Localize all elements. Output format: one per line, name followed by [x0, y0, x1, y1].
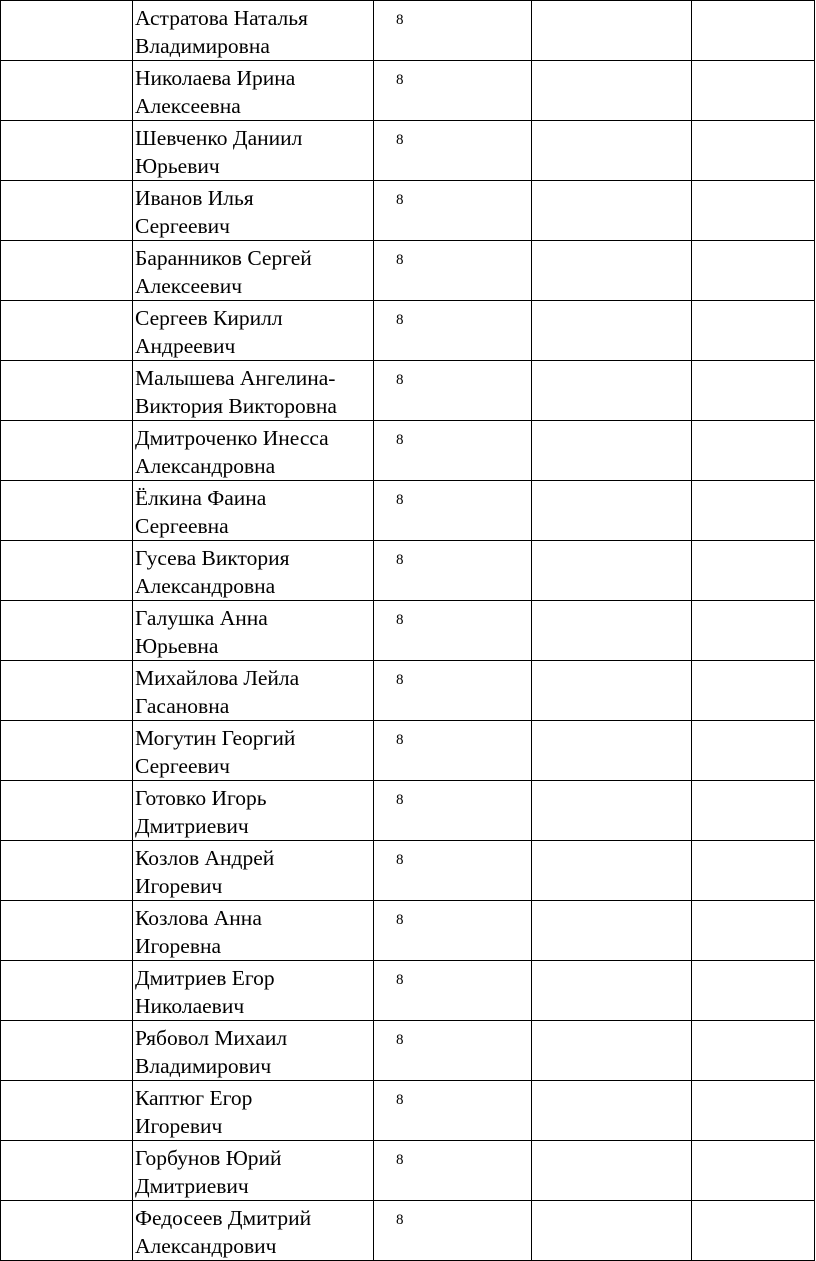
student-patronymic: Алексеевна: [135, 94, 241, 118]
student-name-cell: [133, 1201, 374, 1261]
student-surname-given-name: Дмитриев Егор: [135, 966, 275, 990]
empty-cell: [692, 961, 815, 1021]
student-surname-given-name: Могутин Георгий: [135, 726, 296, 750]
number-cell: [1, 841, 133, 901]
empty-cell: [692, 781, 815, 841]
empty-cell: [532, 661, 692, 721]
student-name-cell: [133, 241, 374, 301]
student-name-cell: [133, 1021, 374, 1081]
empty-cell: [532, 121, 692, 181]
student-patronymic: Дмитриевич: [135, 1174, 249, 1198]
student-name-cell: [133, 721, 374, 781]
number-cell: [1, 781, 133, 841]
number-cell: [1, 181, 133, 241]
table-row: [1, 721, 815, 781]
student-name-cell: [133, 361, 374, 421]
table-row: [1, 661, 815, 721]
table-row: [1, 541, 815, 601]
student-surname-given-name: Дмитроченко Инесса: [135, 426, 329, 450]
empty-cell: [692, 1021, 815, 1081]
grade-cell: 8: [374, 781, 532, 841]
student-surname-given-name: Малышева Ангелина-: [135, 366, 336, 390]
student-patronymic: Игоревич: [135, 874, 223, 898]
student-surname-given-name: Астратова Наталья: [135, 6, 308, 30]
table-row: [1, 421, 815, 481]
grade-cell: 8: [374, 1141, 532, 1201]
empty-cell: [532, 841, 692, 901]
table-row: [1, 301, 815, 361]
table-row: [1, 961, 815, 1021]
empty-cell: [532, 1, 692, 61]
empty-cell: [692, 661, 815, 721]
grade-cell: 8: [374, 121, 532, 181]
table-row: [1, 1141, 815, 1201]
student-patronymic: Игоревна: [135, 934, 222, 958]
empty-cell: [532, 781, 692, 841]
empty-cell: [692, 301, 815, 361]
empty-cell: [692, 541, 815, 601]
empty-cell: [692, 901, 815, 961]
number-cell: [1, 1201, 133, 1261]
empty-cell: [692, 61, 815, 121]
student-name-cell: [133, 781, 374, 841]
table-row: [1, 1, 815, 61]
student-patronymic: Александровна: [135, 574, 276, 598]
empty-cell: [532, 1141, 692, 1201]
empty-cell: [692, 421, 815, 481]
table-row: [1, 481, 815, 541]
table-row: [1, 121, 815, 181]
empty-cell: [692, 1201, 815, 1261]
grade-cell: 8: [374, 241, 532, 301]
empty-cell: [532, 1201, 692, 1261]
grade-cell: 8: [374, 1201, 532, 1261]
student-surname-given-name: Михайлова Лейла: [135, 666, 300, 690]
empty-cell: [692, 1, 815, 61]
student-name-cell: [133, 541, 374, 601]
grade-cell: 8: [374, 1021, 532, 1081]
grade-cell: 8: [374, 361, 532, 421]
empty-cell: [532, 901, 692, 961]
grade-cell: 8: [374, 1, 532, 61]
number-cell: [1, 301, 133, 361]
number-cell: [1, 361, 133, 421]
number-cell: [1, 661, 133, 721]
empty-cell: [532, 541, 692, 601]
number-cell: [1, 721, 133, 781]
student-patronymic: Виктория Викторовна: [135, 394, 337, 418]
number-cell: [1, 421, 133, 481]
student-name-cell: [133, 421, 374, 481]
number-cell: [1, 1081, 133, 1141]
empty-cell: [532, 61, 692, 121]
student-patronymic: Дмитриевич: [135, 814, 249, 838]
number-cell: [1, 901, 133, 961]
grade-cell: 8: [374, 961, 532, 1021]
student-name-cell: [133, 61, 374, 121]
student-patronymic: Алексеевич: [135, 274, 243, 298]
number-cell: [1, 601, 133, 661]
empty-cell: [692, 361, 815, 421]
student-name-cell: [133, 1141, 374, 1201]
empty-cell: [532, 1021, 692, 1081]
grade-cell: 8: [374, 1081, 532, 1141]
student-name-cell: [133, 901, 374, 961]
student-surname-given-name: Федосеев Дмитрий: [135, 1206, 312, 1230]
student-surname-given-name: Козлов Андрей: [135, 846, 275, 870]
student-surname-given-name: Николаева Ирина: [135, 66, 296, 90]
student-surname-given-name: Ёлкина Фаина: [135, 486, 267, 510]
table-row: [1, 361, 815, 421]
student-patronymic: Сергеевич: [135, 754, 230, 778]
student-surname-given-name: Рябовол Михаил: [135, 1026, 288, 1050]
grade-cell: 8: [374, 61, 532, 121]
grade-cell: 8: [374, 481, 532, 541]
student-patronymic: Игоревич: [135, 1114, 223, 1138]
table-row: [1, 1081, 815, 1141]
student-surname-given-name: Сергеев Кирилл: [135, 306, 283, 330]
number-cell: [1, 241, 133, 301]
number-cell: [1, 541, 133, 601]
student-surname-given-name: Баранников Сергей: [135, 246, 312, 270]
table-row: [1, 841, 815, 901]
empty-cell: [532, 1081, 692, 1141]
student-name-cell: [133, 301, 374, 361]
student-patronymic: Александрович: [135, 1234, 277, 1258]
student-patronymic: Сергеевна: [135, 514, 229, 538]
grade-cell: 8: [374, 181, 532, 241]
empty-cell: [692, 1141, 815, 1201]
grade-cell: 8: [374, 841, 532, 901]
empty-cell: [692, 241, 815, 301]
grade-cell: 8: [374, 661, 532, 721]
student-surname-given-name: Козлова Анна: [135, 906, 262, 930]
student-name-cell: [133, 121, 374, 181]
number-cell: [1, 1141, 133, 1201]
student-patronymic: Гасановна: [135, 694, 230, 718]
table-row: [1, 901, 815, 961]
student-name-cell: [133, 181, 374, 241]
student-name-cell: [133, 601, 374, 661]
grade-cell: 8: [374, 301, 532, 361]
table-row: [1, 241, 815, 301]
number-cell: [1, 961, 133, 1021]
student-name-cell: [133, 661, 374, 721]
table-row: [1, 1201, 815, 1261]
empty-cell: [532, 181, 692, 241]
student-patronymic: Юрьевна: [135, 634, 219, 658]
empty-cell: [692, 181, 815, 241]
table-row: [1, 781, 815, 841]
empty-cell: [692, 121, 815, 181]
grade-cell: 8: [374, 601, 532, 661]
student-surname-given-name: Каптюг Егор: [135, 1086, 253, 1110]
student-surname-given-name: Готовко Игорь: [135, 786, 267, 810]
empty-cell: [532, 361, 692, 421]
number-cell: [1, 1, 133, 61]
student-patronymic: Владимировна: [135, 34, 270, 58]
number-cell: [1, 481, 133, 541]
number-cell: [1, 61, 133, 121]
empty-cell: [532, 421, 692, 481]
student-patronymic: Владимирович: [135, 1054, 272, 1078]
number-cell: [1, 1021, 133, 1081]
empty-cell: [692, 1081, 815, 1141]
empty-cell: [692, 841, 815, 901]
student-surname-given-name: Горбунов Юрий: [135, 1146, 282, 1170]
student-surname-given-name: Галушка Анна: [135, 606, 268, 630]
student-name-cell: [133, 961, 374, 1021]
empty-cell: [532, 961, 692, 1021]
student-name-cell: [133, 1081, 374, 1141]
student-name-cell: [133, 1, 374, 61]
student-patronymic: Юрьевич: [135, 154, 220, 178]
student-name-cell: [133, 481, 374, 541]
empty-cell: [692, 601, 815, 661]
table-row: [1, 1021, 815, 1081]
empty-cell: [532, 481, 692, 541]
empty-cell: [532, 301, 692, 361]
student-surname-given-name: Иванов Илья: [135, 186, 254, 210]
number-cell: [1, 121, 133, 181]
student-surname-given-name: Гусева Виктория: [135, 546, 290, 570]
student-patronymic: Александровна: [135, 454, 276, 478]
grade-cell: 8: [374, 901, 532, 961]
empty-cell: [532, 241, 692, 301]
table-row: [1, 601, 815, 661]
student-patronymic: Николаевич: [135, 994, 245, 1018]
table-row: [1, 61, 815, 121]
empty-cell: [692, 721, 815, 781]
grade-cell: 8: [374, 421, 532, 481]
table-row: [1, 181, 815, 241]
student-name-cell: [133, 841, 374, 901]
grade-cell: 8: [374, 721, 532, 781]
empty-cell: [532, 601, 692, 661]
student-patronymic: Андреевич: [135, 334, 236, 358]
roster-body: [1, 1, 815, 1261]
student-patronymic: Сергеевич: [135, 214, 230, 238]
empty-cell: [532, 721, 692, 781]
student-surname-given-name: Шевченко Даниил: [135, 126, 303, 150]
empty-cell: [692, 481, 815, 541]
grade-cell: 8: [374, 541, 532, 601]
